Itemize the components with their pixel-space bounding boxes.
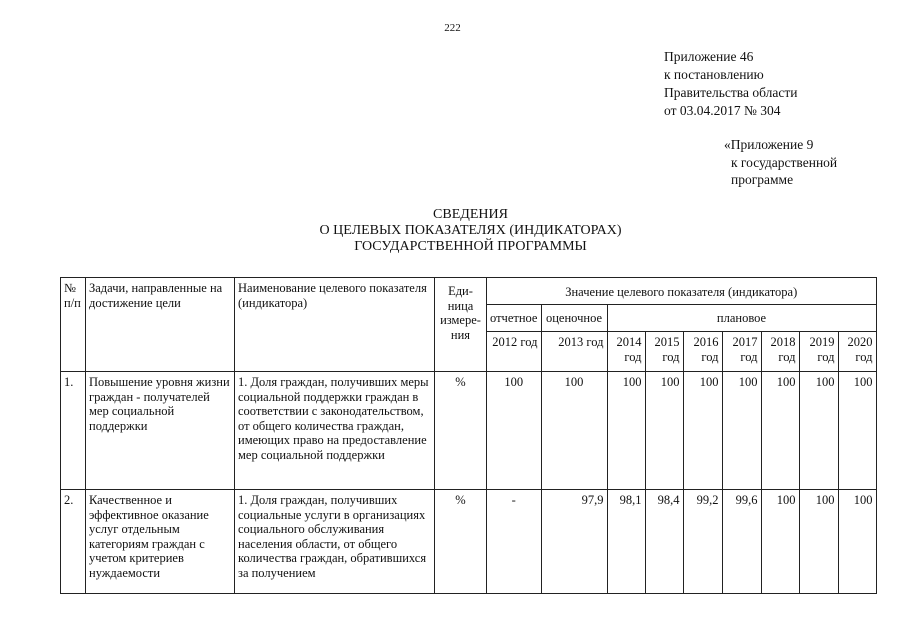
page-number: 222 (444, 22, 461, 34)
appendix-line: к постановлению (664, 67, 764, 82)
row-value: 100 (799, 490, 838, 594)
header-tasks: Задачи, направленные на достижение цели (86, 278, 235, 372)
row-value: 100 (761, 372, 799, 490)
row-value: 100 (607, 372, 645, 490)
appendix-line: к государственной (731, 154, 838, 170)
row-value: 100 (487, 372, 542, 490)
row-value: 100 (799, 372, 838, 490)
row-value: 100 (541, 372, 607, 490)
header-reported: отчетное (487, 305, 542, 332)
row-unit: % (435, 490, 487, 594)
row-num: 1. (61, 372, 86, 490)
title-line: ГОСУДАРСТВЕННОЙ ПРОГРАММЫ (354, 239, 587, 254)
row-value: 97,9 (541, 490, 607, 594)
row-task: Повышение уровня жизни граждан - получателей мер социальной поддержки (86, 372, 235, 490)
header-indicator: Наименование целевого показателя (индикатора) (235, 278, 435, 372)
header-year: 2014 год (607, 332, 645, 372)
title-line: СВЕДЕНИЯ (433, 207, 508, 222)
header-value-group: Значение целевого показателя (индикатора) (487, 278, 877, 305)
header-year: 2020 год (838, 332, 876, 372)
header-year: 2013 год (541, 332, 607, 372)
appendix-reference (664, 48, 797, 120)
row-value: 98,1 (607, 490, 645, 594)
row-value: 100 (722, 372, 761, 490)
header-unit: Еди-ница измере-ния (435, 278, 487, 372)
header-num: № п/п (61, 278, 86, 372)
row-value: 100 (683, 372, 722, 490)
row-task: Качественное и эффективное оказание услуг отдельным категориям граждан с учетом критериев нуждаемости (86, 490, 235, 594)
row-unit: % (435, 372, 487, 490)
row-indicator: 1. Доля граждан, получивших социальные услуги в организациях социального обслуживания населения области, от общего количества граждан, обратившихся за получением (235, 490, 435, 594)
header-planned: плановое (607, 305, 876, 332)
header-estimated: оценочное (541, 305, 607, 332)
header-year: 2015 год (645, 332, 683, 372)
row-value: 100 (838, 372, 876, 490)
row-indicator: 1. Доля граждан, получивших меры социальной поддержки граждан в соответствии с законодательством, от общего количества граждан, имеющих право на предоставление мер социальной поддержки (235, 372, 435, 490)
indicators-table (60, 277, 877, 594)
row-value: 100 (645, 372, 683, 490)
header-year: 2019 год (799, 332, 838, 372)
appendix-line: Приложение 46 (664, 49, 754, 64)
appendix-line: программе (731, 172, 794, 187)
row-value: 98,4 (645, 490, 683, 594)
appendix-line: «Приложение 9 (724, 137, 814, 152)
header-year: 2016 год (683, 332, 722, 372)
header-year: 2012 год (487, 332, 542, 372)
table-row (61, 490, 877, 594)
row-value: 99,2 (683, 490, 722, 594)
header-row (61, 278, 877, 305)
inner-appendix-reference (724, 136, 837, 189)
row-value: - (487, 490, 542, 594)
table-row (61, 372, 877, 490)
header-year: 2017 год (722, 332, 761, 372)
row-num: 2. (61, 490, 86, 594)
document-title (0, 207, 905, 255)
appendix-line: Правительства области (664, 85, 798, 100)
title-line: О ЦЕЛЕВЫХ ПОКАЗАТЕЛЯХ (ИНДИКАТОРАХ) (319, 223, 622, 238)
appendix-line: от 03.04.2017 № 304 (664, 103, 781, 118)
row-value: 100 (838, 490, 876, 594)
row-value: 99,6 (722, 490, 761, 594)
header-year: 2018 год (761, 332, 799, 372)
row-value: 100 (761, 490, 799, 594)
